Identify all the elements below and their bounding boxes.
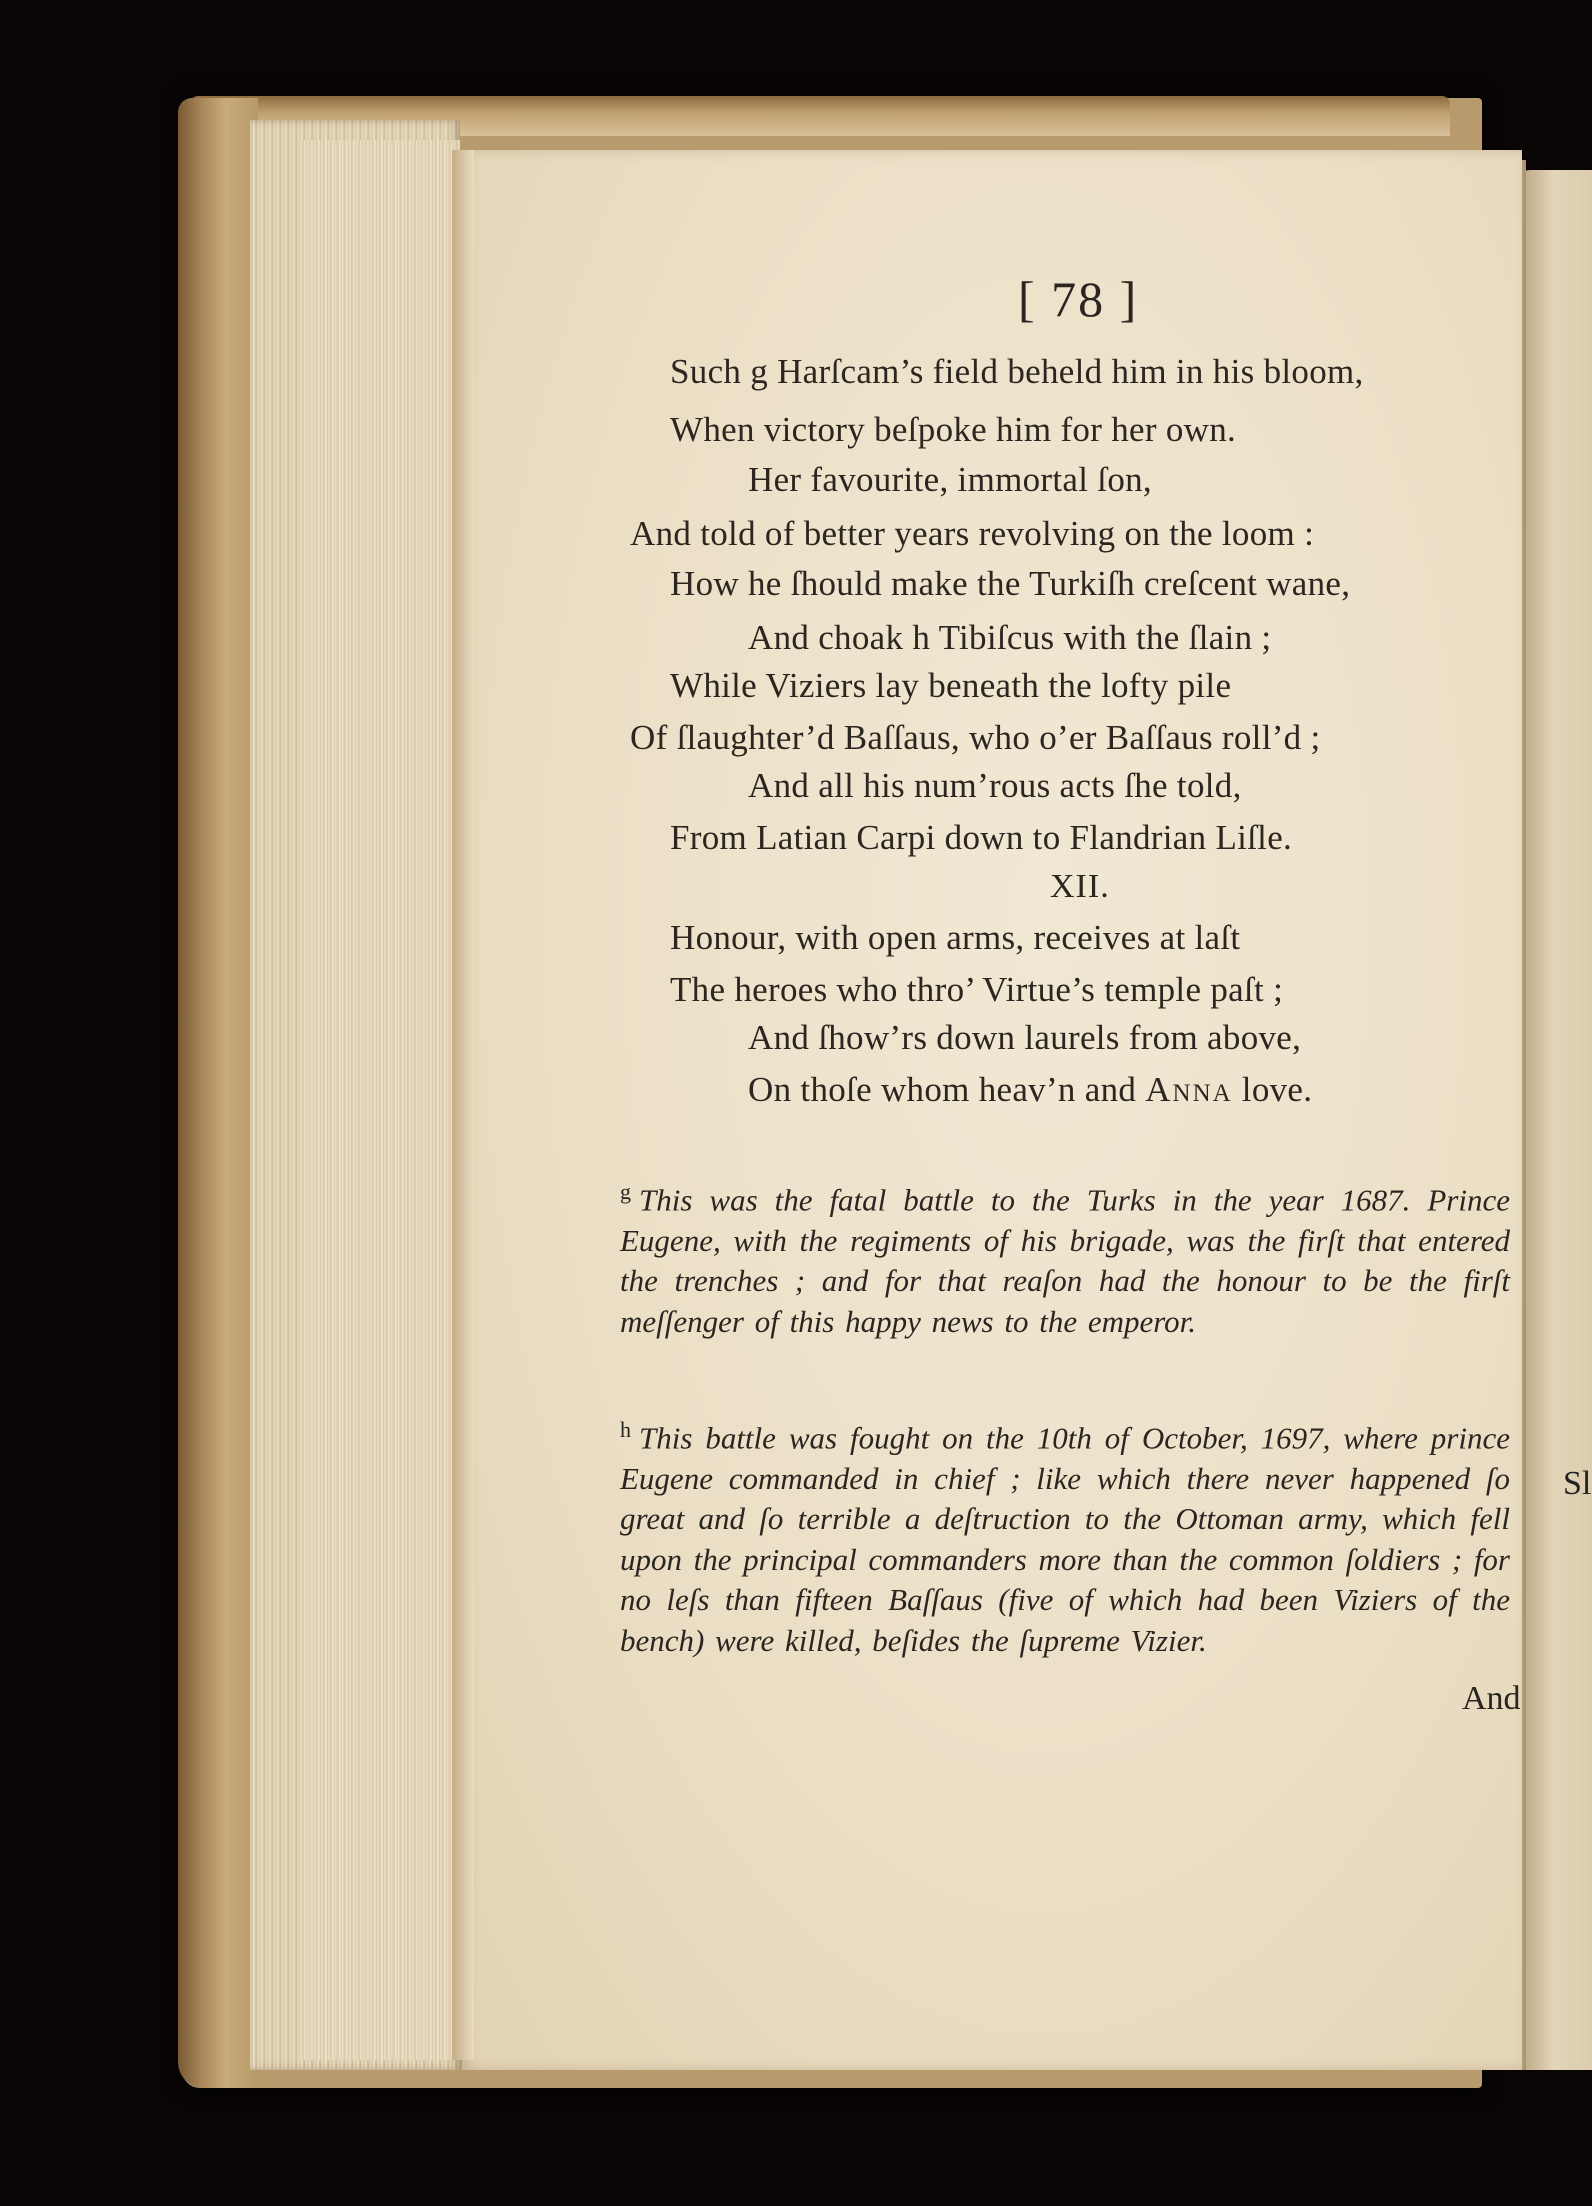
footnote-text: This battle was fought on the 10th of October, 1697, where prince Eugene commanded in chief ; like which there never happened ſo great and ſo terrible a deſtruction to the Ottoman army, which fell upon the principal commanders more than the common ſoldiers ; for no leſs than fifteen Baſſaus (five of which had been Viziers of the bench) were killed, beſides the ſupreme Vizier. [620, 1420, 1510, 1658]
catchword: And [1462, 1680, 1521, 1717]
book-cover-edge [178, 98, 258, 2088]
footnote-text: This was the fatal battle to the Turks in the year 1687. Prince Eugene, with the regiments of his brigade, was the firſt that entered the trenches ; and for that reaſon had the honour to be the firſt meſſenger of this happy news to the emperor. [620, 1182, 1510, 1339]
verse-line: Of ſlaughter’d Baſſaus, who o’er Baſſaus roll’d ; [630, 718, 1321, 757]
anna-name: Anna [1145, 1070, 1233, 1109]
footnote-g [620, 1172, 1510, 1342]
verse-line: And choak h Tibiſcus with the ſlain ; [748, 618, 1272, 657]
verse-line: When victory beſpoke him for her own. [670, 410, 1237, 449]
facing-page [1518, 170, 1592, 2070]
verse-line-text: On thoſe whom heav’n and [748, 1070, 1137, 1109]
footnote-marker: g [620, 1179, 631, 1204]
verse-line: And ſhow’rs down laurels from above, [748, 1018, 1302, 1057]
verse-line: Her favourite, immortal ſon, [748, 460, 1152, 499]
page-block-edges-inner [300, 140, 460, 2060]
verse-line: While Viziers lay beneath the lofty pile [670, 666, 1232, 705]
verse-line: The heroes who thro’ Virtue’s temple paſt ; [670, 970, 1284, 1009]
verse-line: Honour, with open arms, receives at laſt [670, 918, 1241, 957]
verse-line: Such g Harſcam’s field beheld him in his bloom, [670, 352, 1364, 391]
verse-line-end: love. [1241, 1070, 1313, 1109]
verse-line: And told of better years revolving on the loom : [630, 514, 1315, 553]
facing-page-fragment: Sl [1563, 1465, 1592, 1502]
stanza-number: XII. [1050, 868, 1110, 905]
verse-line: How he ſhould make the Turkiſh creſcent wane, [670, 564, 1351, 603]
verse-line: From Latian Carpi down to Flandrian Liſle. [670, 818, 1293, 857]
footnote-marker: h [620, 1417, 631, 1442]
page-number-header: [ 78 ] [1018, 271, 1139, 327]
verse-line-final [748, 1070, 1312, 1110]
footnote-h [620, 1410, 1510, 1661]
verse-line: And all his num’rous acts ſhe told, [748, 766, 1242, 805]
page-gutter [452, 150, 474, 2060]
